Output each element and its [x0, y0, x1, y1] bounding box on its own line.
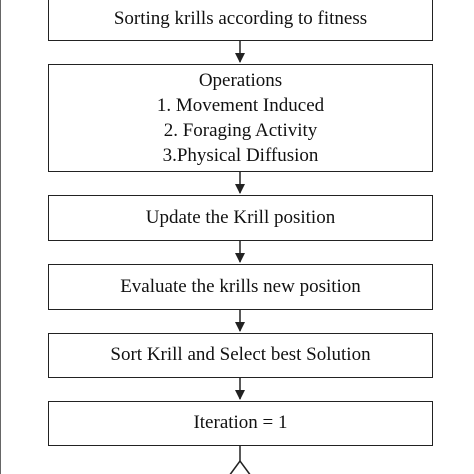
step-select-best-label: Sort Krill and Select best Solution [110, 344, 371, 366]
operation-item-3: 3.Physical Diffusion [162, 145, 319, 166]
step-update-position [48, 195, 433, 241]
step-select-best [48, 333, 433, 378]
step-iteration-label: Iteration = 1 [193, 412, 288, 434]
step-evaluate-position-label: Evaluate the krills new position [120, 275, 361, 297]
operation-item-2: 2. Foraging Activity [163, 120, 318, 141]
step-operations [48, 64, 433, 172]
step-sort-krills-label: Sorting krills according to fitness [113, 8, 368, 30]
step-iteration [48, 401, 433, 446]
decision-node-partial [229, 461, 251, 474]
operations-heading: Operations [198, 70, 283, 91]
step-update-position-label: Update the Krill position [145, 206, 336, 228]
operation-item-1: 1. Movement Induced [156, 95, 325, 116]
step-evaluate-position [48, 264, 433, 310]
step-sort-krills [48, 0, 433, 41]
